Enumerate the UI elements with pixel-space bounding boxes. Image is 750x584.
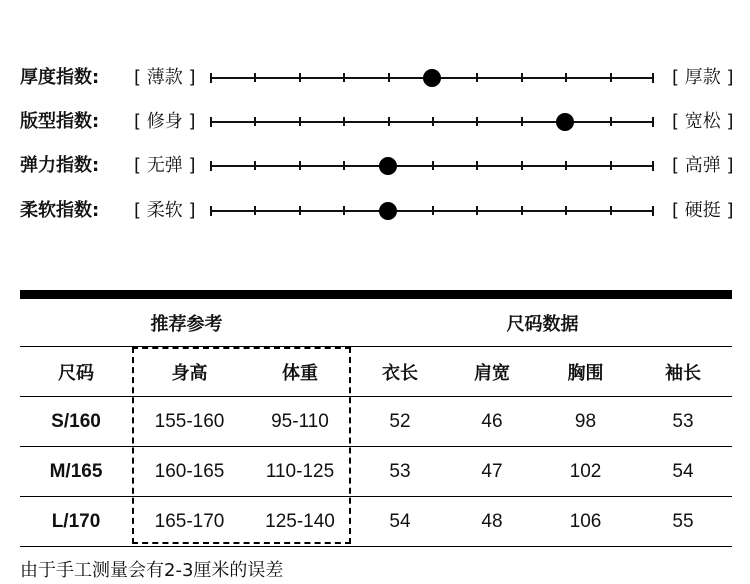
index-row-thickness: [0, 66, 750, 90]
index-track: [210, 210, 654, 212]
track-tick: [652, 206, 654, 216]
table-column-header: [20, 347, 732, 397]
track-tick: [299, 206, 301, 215]
column-header-sleeve: 袖长: [634, 347, 732, 397]
track-tick: [565, 161, 567, 170]
track-tick: [254, 73, 256, 82]
index-label: 弹力指数:: [20, 155, 100, 176]
track-tick: [210, 161, 212, 171]
index-row-fit: [0, 110, 750, 134]
track-tick: [299, 117, 301, 126]
cell-length: 54: [353, 497, 447, 547]
column-header-weight: 体重: [247, 347, 353, 397]
cell-size: S/160: [20, 397, 132, 447]
index-min-label: [ 修身 ]: [134, 111, 196, 132]
index-min-label: [ 柔软 ]: [134, 200, 196, 221]
track-tick: [610, 206, 612, 215]
cell-weight: 95-110: [247, 397, 353, 447]
index-row-softness: [0, 199, 750, 223]
track-tick: [610, 73, 612, 82]
cell-weight: 110-125: [247, 447, 353, 497]
table-group-header: [20, 299, 732, 347]
track-tick: [521, 206, 523, 215]
track-tick: [432, 206, 434, 215]
index-max-label: [ 宽松 ]: [672, 111, 734, 132]
track-tick: [521, 73, 523, 82]
cell-height: 165-170: [132, 497, 247, 547]
index-label: 柔软指数:: [20, 200, 100, 221]
track-tick: [652, 117, 654, 127]
track-tick: [343, 161, 345, 170]
track-tick: [254, 161, 256, 170]
index-max-label: [ 厚款 ]: [672, 67, 734, 88]
cell-size: L/170: [20, 497, 132, 547]
cell-sleeve: 55: [634, 497, 732, 547]
index-track: [210, 165, 654, 167]
table-row: [20, 397, 732, 447]
track-tick: [476, 161, 478, 170]
track-tick: [210, 73, 212, 83]
cell-length: 52: [353, 397, 447, 447]
cell-shoulder: 46: [447, 397, 537, 447]
track-tick: [343, 117, 345, 126]
track-tick: [521, 117, 523, 126]
cell-sleeve: 54: [634, 447, 732, 497]
track-tick: [565, 73, 567, 82]
track-tick: [343, 206, 345, 215]
cell-chest: 102: [537, 447, 634, 497]
track-tick: [476, 117, 478, 126]
track-tick: [432, 161, 434, 170]
index-min-label: [ 无弹 ]: [134, 155, 196, 176]
track-tick: [299, 73, 301, 82]
size-table: [20, 299, 732, 547]
group-reference-header: 推荐参考: [20, 299, 353, 347]
column-header-chest: 胸围: [537, 347, 634, 397]
cell-size: M/165: [20, 447, 132, 497]
index-max-label: [ 硬挺 ]: [672, 200, 734, 221]
track-tick: [610, 117, 612, 126]
track-tick: [388, 73, 390, 82]
track-tick: [432, 117, 434, 126]
track-tick: [565, 206, 567, 215]
track-tick: [254, 117, 256, 126]
index-level-dot: [379, 202, 397, 220]
cell-shoulder: 47: [447, 447, 537, 497]
index-label: 厚度指数:: [20, 67, 100, 88]
index-track: [210, 77, 654, 79]
cell-length: 53: [353, 447, 447, 497]
track-tick: [210, 117, 212, 127]
table-row: [20, 497, 732, 547]
track-tick: [610, 161, 612, 170]
track-tick: [343, 73, 345, 82]
track-tick: [476, 206, 478, 215]
table-row: [20, 447, 732, 497]
track-tick: [652, 161, 654, 171]
column-header-length: 衣长: [353, 347, 447, 397]
index-level-dot: [556, 113, 574, 131]
cell-height: 155-160: [132, 397, 247, 447]
index-row-elasticity: [0, 154, 750, 178]
track-tick: [476, 73, 478, 82]
index-level-dot: [379, 157, 397, 175]
cell-chest: 98: [537, 397, 634, 447]
cell-chest: 106: [537, 497, 634, 547]
index-min-label: [ 薄款 ]: [134, 67, 196, 88]
cell-weight: 125-140: [247, 497, 353, 547]
column-header-size: 尺码: [20, 347, 132, 397]
track-tick: [299, 161, 301, 170]
track-tick: [254, 206, 256, 215]
recommended-reference-highlight: [132, 347, 351, 544]
index-track: [210, 121, 654, 123]
cell-sleeve: 53: [634, 397, 732, 447]
table-top-rule: [20, 290, 732, 299]
group-size-data-header: 尺码数据: [353, 299, 732, 347]
index-label: 版型指数:: [20, 111, 100, 132]
cell-shoulder: 48: [447, 497, 537, 547]
cell-height: 160-165: [132, 447, 247, 497]
index-level-dot: [423, 69, 441, 87]
column-header-shoulder: 肩宽: [447, 347, 537, 397]
track-tick: [210, 206, 212, 216]
measurement-note: 由于手工测量会有2-3厘米的误差: [20, 560, 284, 581]
track-tick: [388, 117, 390, 126]
track-tick: [521, 161, 523, 170]
track-tick: [652, 73, 654, 83]
column-header-height: 身高: [132, 347, 247, 397]
index-max-label: [ 高弹 ]: [672, 155, 734, 176]
